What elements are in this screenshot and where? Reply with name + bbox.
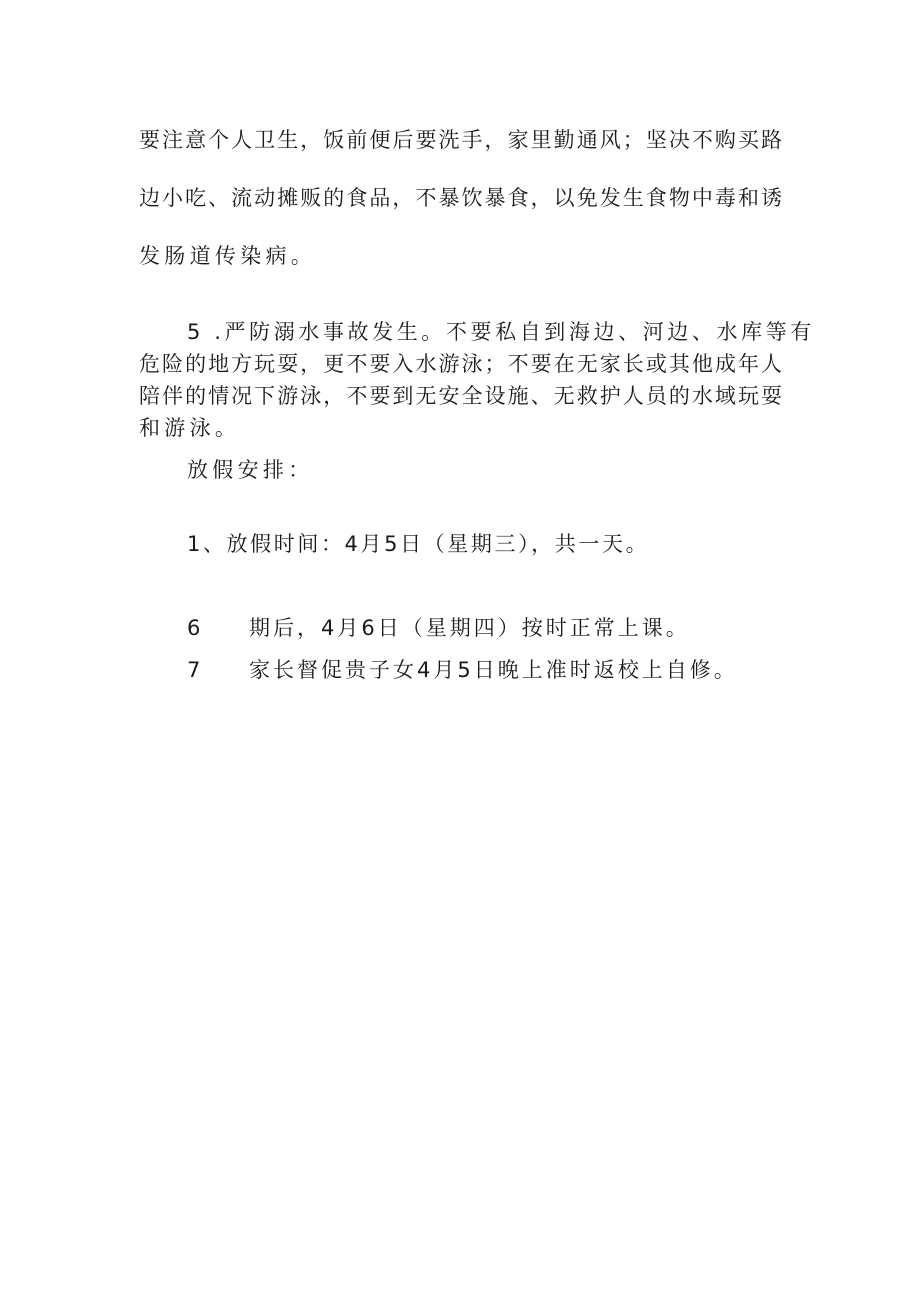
paragraph-5-line-1: 5 .严防溺水事故发生。不要私自到海边、河边、水库等有 [187, 320, 815, 344]
paragraph-5-line-4: 和游泳。 [139, 416, 241, 440]
holiday-item-1: 1、放假时间：4月5日（星期三），共一天。 [187, 532, 650, 556]
paragraph-4-line-1: 要注意个人卫生，饭前便后要洗手，家里勤通风；坚决不购买路 [139, 128, 782, 152]
holiday-heading: 放假安排： [187, 458, 314, 482]
holiday-item-3-text: 家长督促贵子女4月5日晚上准时返校上自修。 [249, 658, 738, 682]
holiday-item-2-text: 期后，4月6日（星期四）按时正常上课。 [249, 616, 690, 640]
paragraph-5-line-2: 危险的地方玩耍，更不要入水游泳；不要在无家长或其他成年人 [139, 352, 782, 376]
holiday-item-2-number: 6 [187, 616, 201, 640]
paragraph-5-line-3: 陪伴的情况下游泳，不要到无安全设施、无救护人员的水域玩耍 [139, 384, 782, 408]
holiday-item-3-number: 7 [187, 658, 201, 682]
paragraph-4-line-3: 发肠道传染病。 [139, 244, 317, 268]
paragraph-4-line-2: 边小吃、流动摊贩的食品，不暴饮暴食，以免发生食物中毒和诱 [139, 186, 782, 210]
